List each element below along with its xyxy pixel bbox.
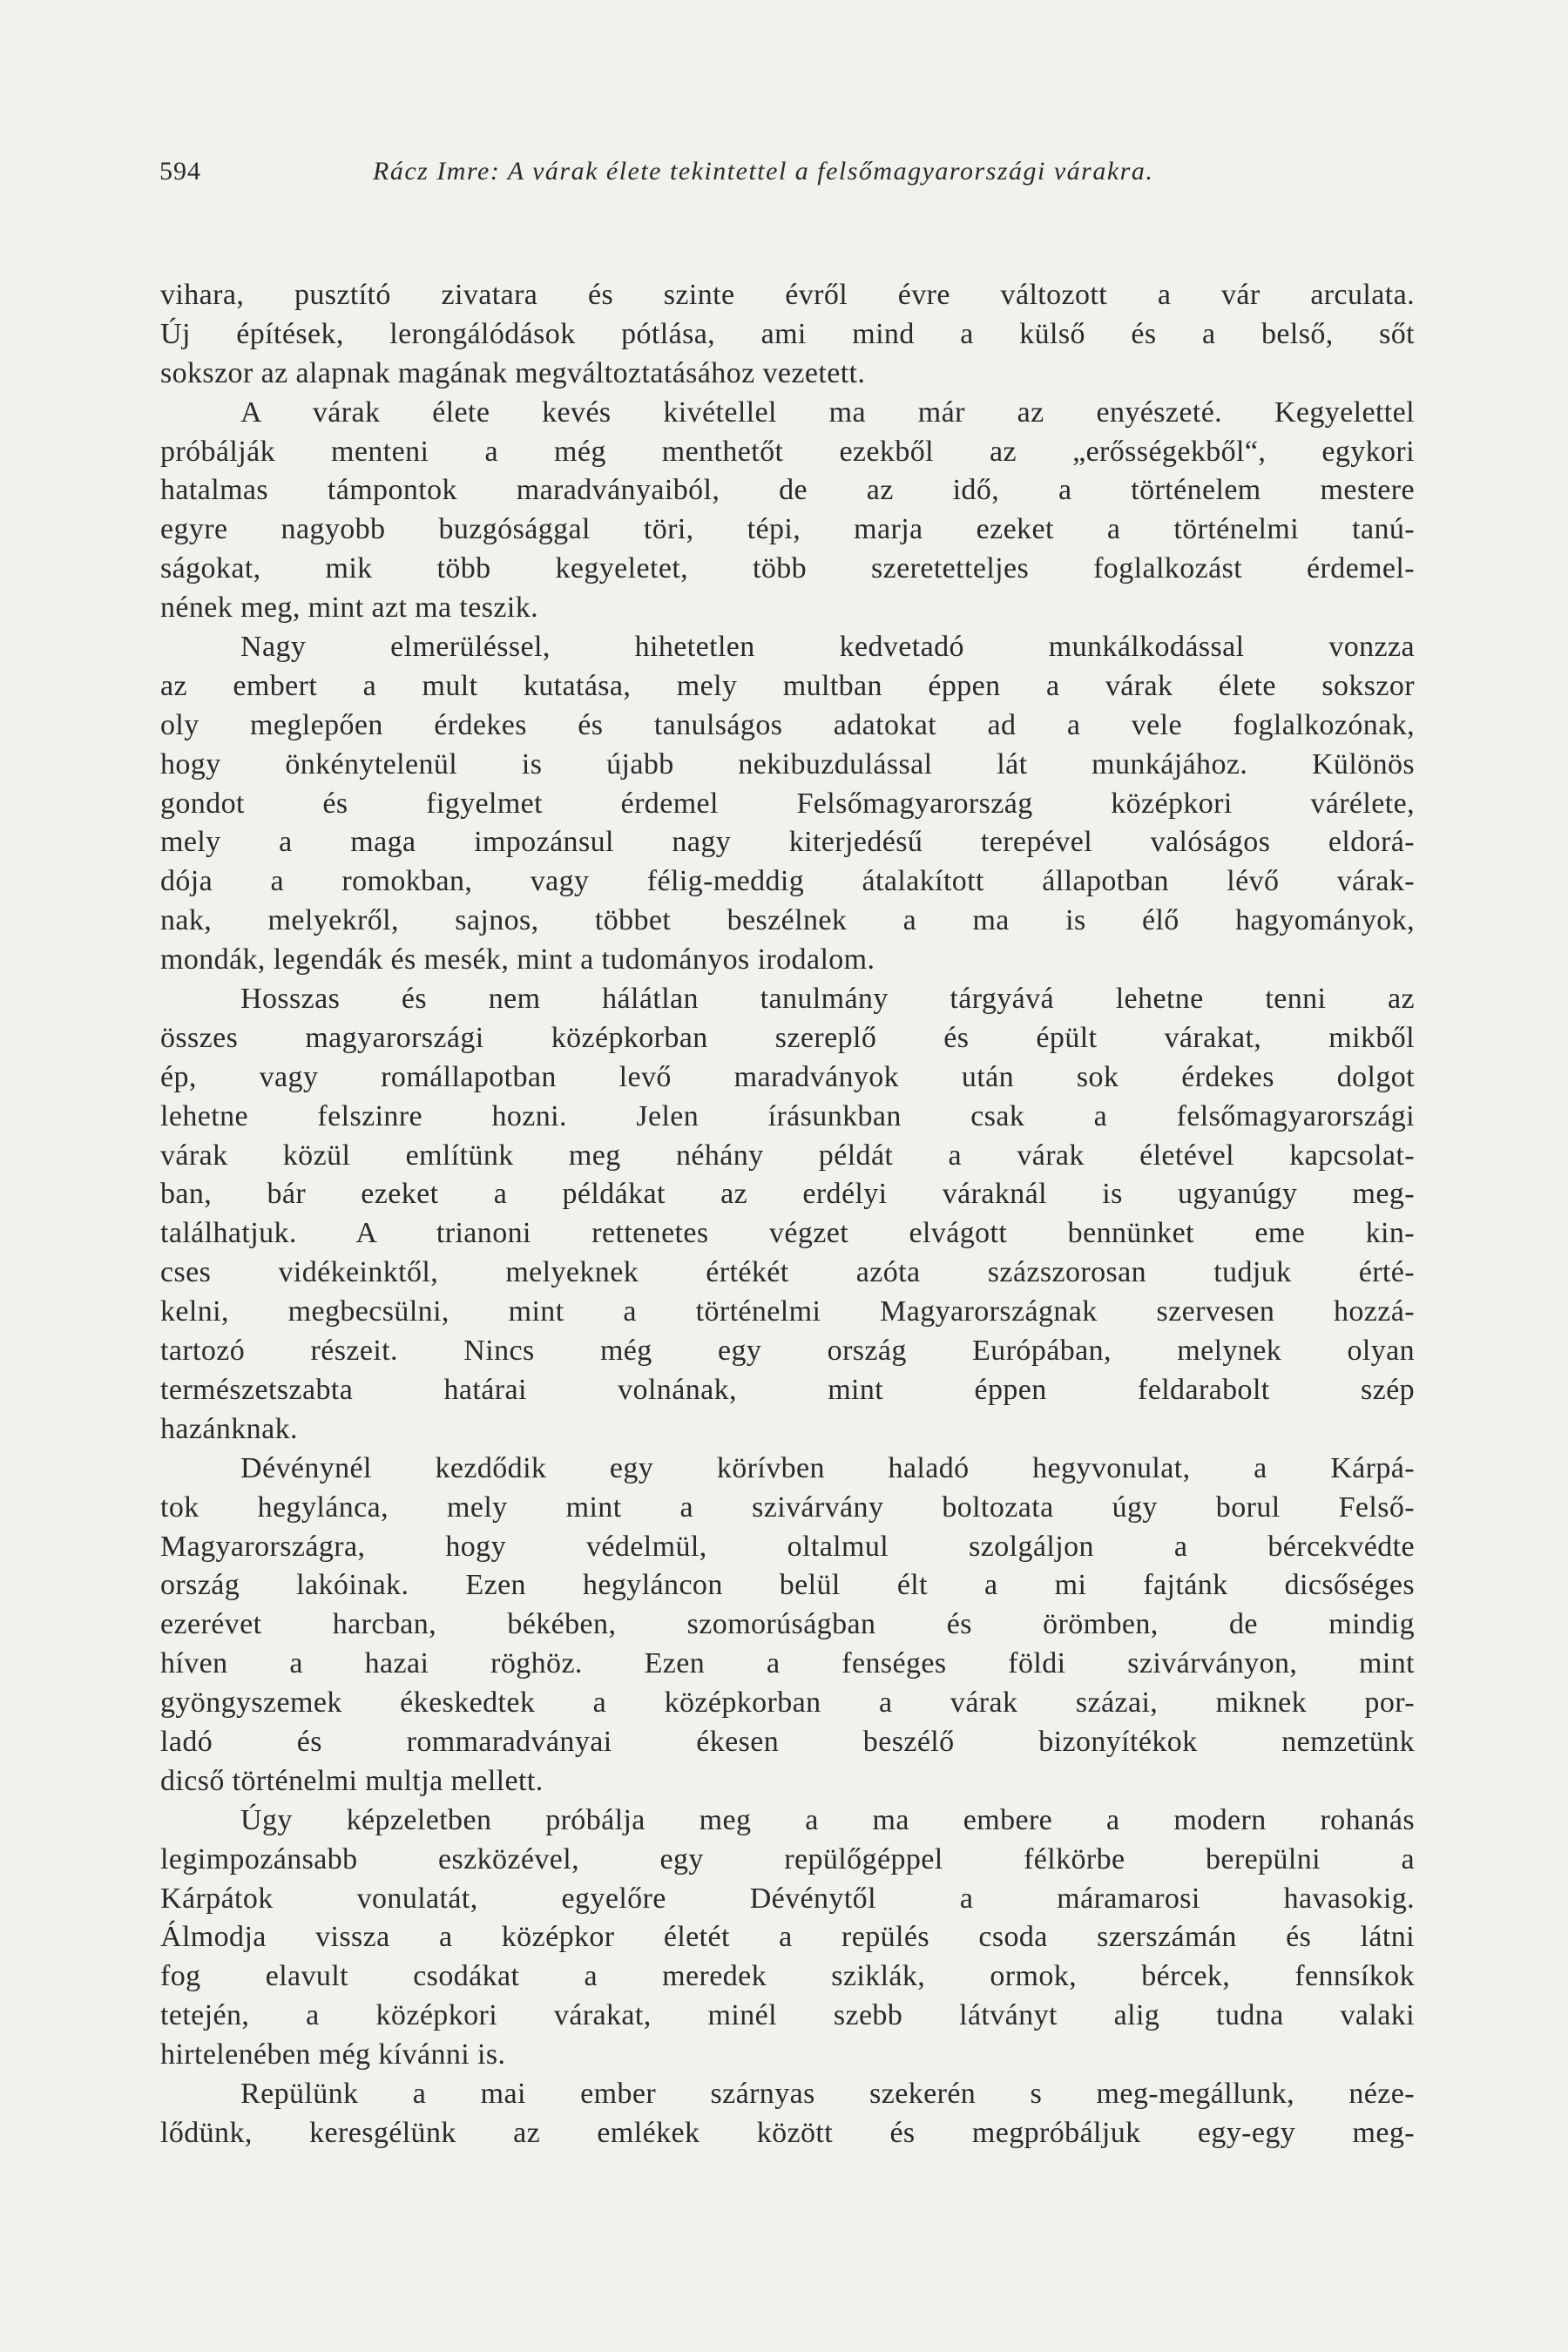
text-line: hazánknak. xyxy=(160,1412,298,1445)
text-line: ladó és rommaradványai ékesen beszélő bizonyítékok nemzetünk xyxy=(160,1725,1415,1758)
text-line: nak, melyekről, sajnos, többet beszélnek a ma is élő hagyományok, xyxy=(160,904,1415,937)
text-line: próbálják menteni a még menthetőt ezekből az „erősségekből“, egykori xyxy=(160,435,1415,468)
text-line: cses vidékeinktől, melyeknek értékét azóta százszorosan tudjuk érté- xyxy=(160,1256,1415,1289)
text-line: ságokat, mik több kegyeletet, több szeretetteljes foglalkozást érdemel- xyxy=(160,552,1415,585)
text-line: tok hegylánca, mely mint a szivárvány boltozata úgy borul Felső- xyxy=(160,1490,1415,1524)
text-line: Hosszas és nem hálátlan tanulmány tárgyává lehetne tenni az xyxy=(240,983,1415,1016)
text-line: Nagy elmerüléssel, hihetetlen kedvetadó munkálkodással vonzza xyxy=(240,631,1415,664)
text-line: nének meg, mint azt ma teszik. xyxy=(160,591,539,625)
text-line: fog elavult csodákat a meredek sziklák, ormok, bércek, fennsíkok xyxy=(160,1960,1415,1993)
text-line: természetszabta határai volnának, mint éppen feldarabolt szép xyxy=(160,1373,1415,1406)
text-line: mely a maga impozánsul nagy kiterjedésű terepével valóságos eldorá- xyxy=(160,826,1415,859)
text-line: Repülünk a mai ember szárnyas szekerén s meg-megállunk, néze- xyxy=(240,2077,1415,2110)
text-line: kelni, megbecsülni, mint a történelmi Magyarországnak szervesen hozzá- xyxy=(160,1295,1415,1328)
text-line: Magyarországra, hogy védelmül, oltalmul szolgáljon a bércekvédte xyxy=(160,1530,1415,1563)
text-line: híven a hazai röghöz. Ezen a fenséges földi szivárványon, mint xyxy=(160,1647,1415,1680)
text-line: tetején, a középkori várakat, minél szebb látványt alig tudna valaki xyxy=(160,1999,1415,2032)
text-line: hatalmas támpontok maradványaiból, de az idő, a történelem mestere xyxy=(160,474,1415,507)
text-line: Úgy képzeletben próbálja meg a ma embere a modern rohanás xyxy=(240,1803,1415,1836)
text-line: Dévénynél kezdődik egy körívben haladó hegyvonulat, a Kárpá- xyxy=(240,1451,1415,1484)
text-line: ezerévet harcban, békében, szomorúságban és örömben, de mindig xyxy=(160,1608,1415,1641)
text-line: lődünk, keresgélünk az emlékek között és megpróbáljuk egy-egy meg- xyxy=(160,2116,1415,2149)
text-line: oly meglepően érdekes és tanulságos adatokat ad a vele foglalkozónak, xyxy=(160,708,1415,741)
text-line: gyöngyszemek ékeskedtek a középkorban a várak százai, miknek por- xyxy=(160,1686,1415,1720)
text-line: Álmodja vissza a középkor életét a repülés csoda szerszámán és látni xyxy=(160,1921,1415,1954)
text-line: Kárpátok vonulatát, egyelőre Dévénytől a máramarosi havasokig. xyxy=(160,1882,1415,1915)
text-line: egyre nagyobb buzgósággal töri, tépi, marja ezeket a történelmi tanú- xyxy=(160,513,1415,546)
text-line: lehetne felszinre hozni. Jelen írásunkban csak a felsőmagyarországi xyxy=(160,1099,1415,1132)
text-line: vihara, pusztító zivatara és szinte évről évre változott a vár arculata. xyxy=(160,279,1415,311)
text-line: dója a romokban, vagy félig-meddig átalakított állapotban lévő várak- xyxy=(160,865,1415,898)
body-text xyxy=(160,276,1415,2153)
text-line: A várak élete kevés kivétellel ma már az enyészeté. Kegyelettel xyxy=(240,395,1415,429)
running-header xyxy=(159,157,1420,195)
text-line: Új építések, lerongálódások pótlása, ami mind a külső és a belső, sőt xyxy=(160,317,1415,350)
text-line: mondák, legendák és mesék, mint a tudományos irodalom. xyxy=(160,943,875,977)
page-number: 594 xyxy=(159,157,201,186)
text-line: ép, vagy romállapotban levő maradványok után sok érdekes dolgot xyxy=(160,1060,1415,1093)
text-line: hirtelenében még kívánni is. xyxy=(160,2038,506,2072)
text-line: hogy önkénytelenül is újabb nekibuzdulással lát munkájához. Különös xyxy=(160,747,1415,781)
text-line: ban, bár ezeket a példákat az erdélyi váraknál is ugyanúgy meg- xyxy=(160,1178,1415,1211)
running-title: Rácz Imre: A várak élete tekintettel a felsőmagyarországi várakra. xyxy=(373,157,1154,186)
text-line: tartozó részeit. Nincs még egy ország Európában, melynek olyan xyxy=(160,1335,1415,1368)
text-line: dicső történelmi multja mellett. xyxy=(160,1764,544,1797)
text-line: várak közül említünk meg néhány példát a várak életével kapcsolat- xyxy=(160,1139,1415,1172)
text-line: legimpozánsabb eszközével, egy repülőgéppel félkörbe berepülni a xyxy=(160,1842,1415,1876)
text-line: ország lakóinak. Ezen hegyláncon belül élt a mi fajtánk dicsőséges xyxy=(160,1569,1415,1602)
text-line: gondot és figyelmet érdemel Felsőmagyarország középkori várélete, xyxy=(160,787,1415,820)
text-line: az embert a mult kutatása, mely multban éppen a várak élete sokszor xyxy=(160,669,1415,702)
text-line: találhatjuk. A trianoni rettenetes végzet elvágott bennünket eme kin- xyxy=(160,1217,1415,1250)
text-line: összes magyarországi középkorban szereplő és épült várakat, mikből xyxy=(160,1021,1415,1054)
text-line: sokszor az alapnak magának megváltoztatásához vezetett. xyxy=(160,356,866,389)
